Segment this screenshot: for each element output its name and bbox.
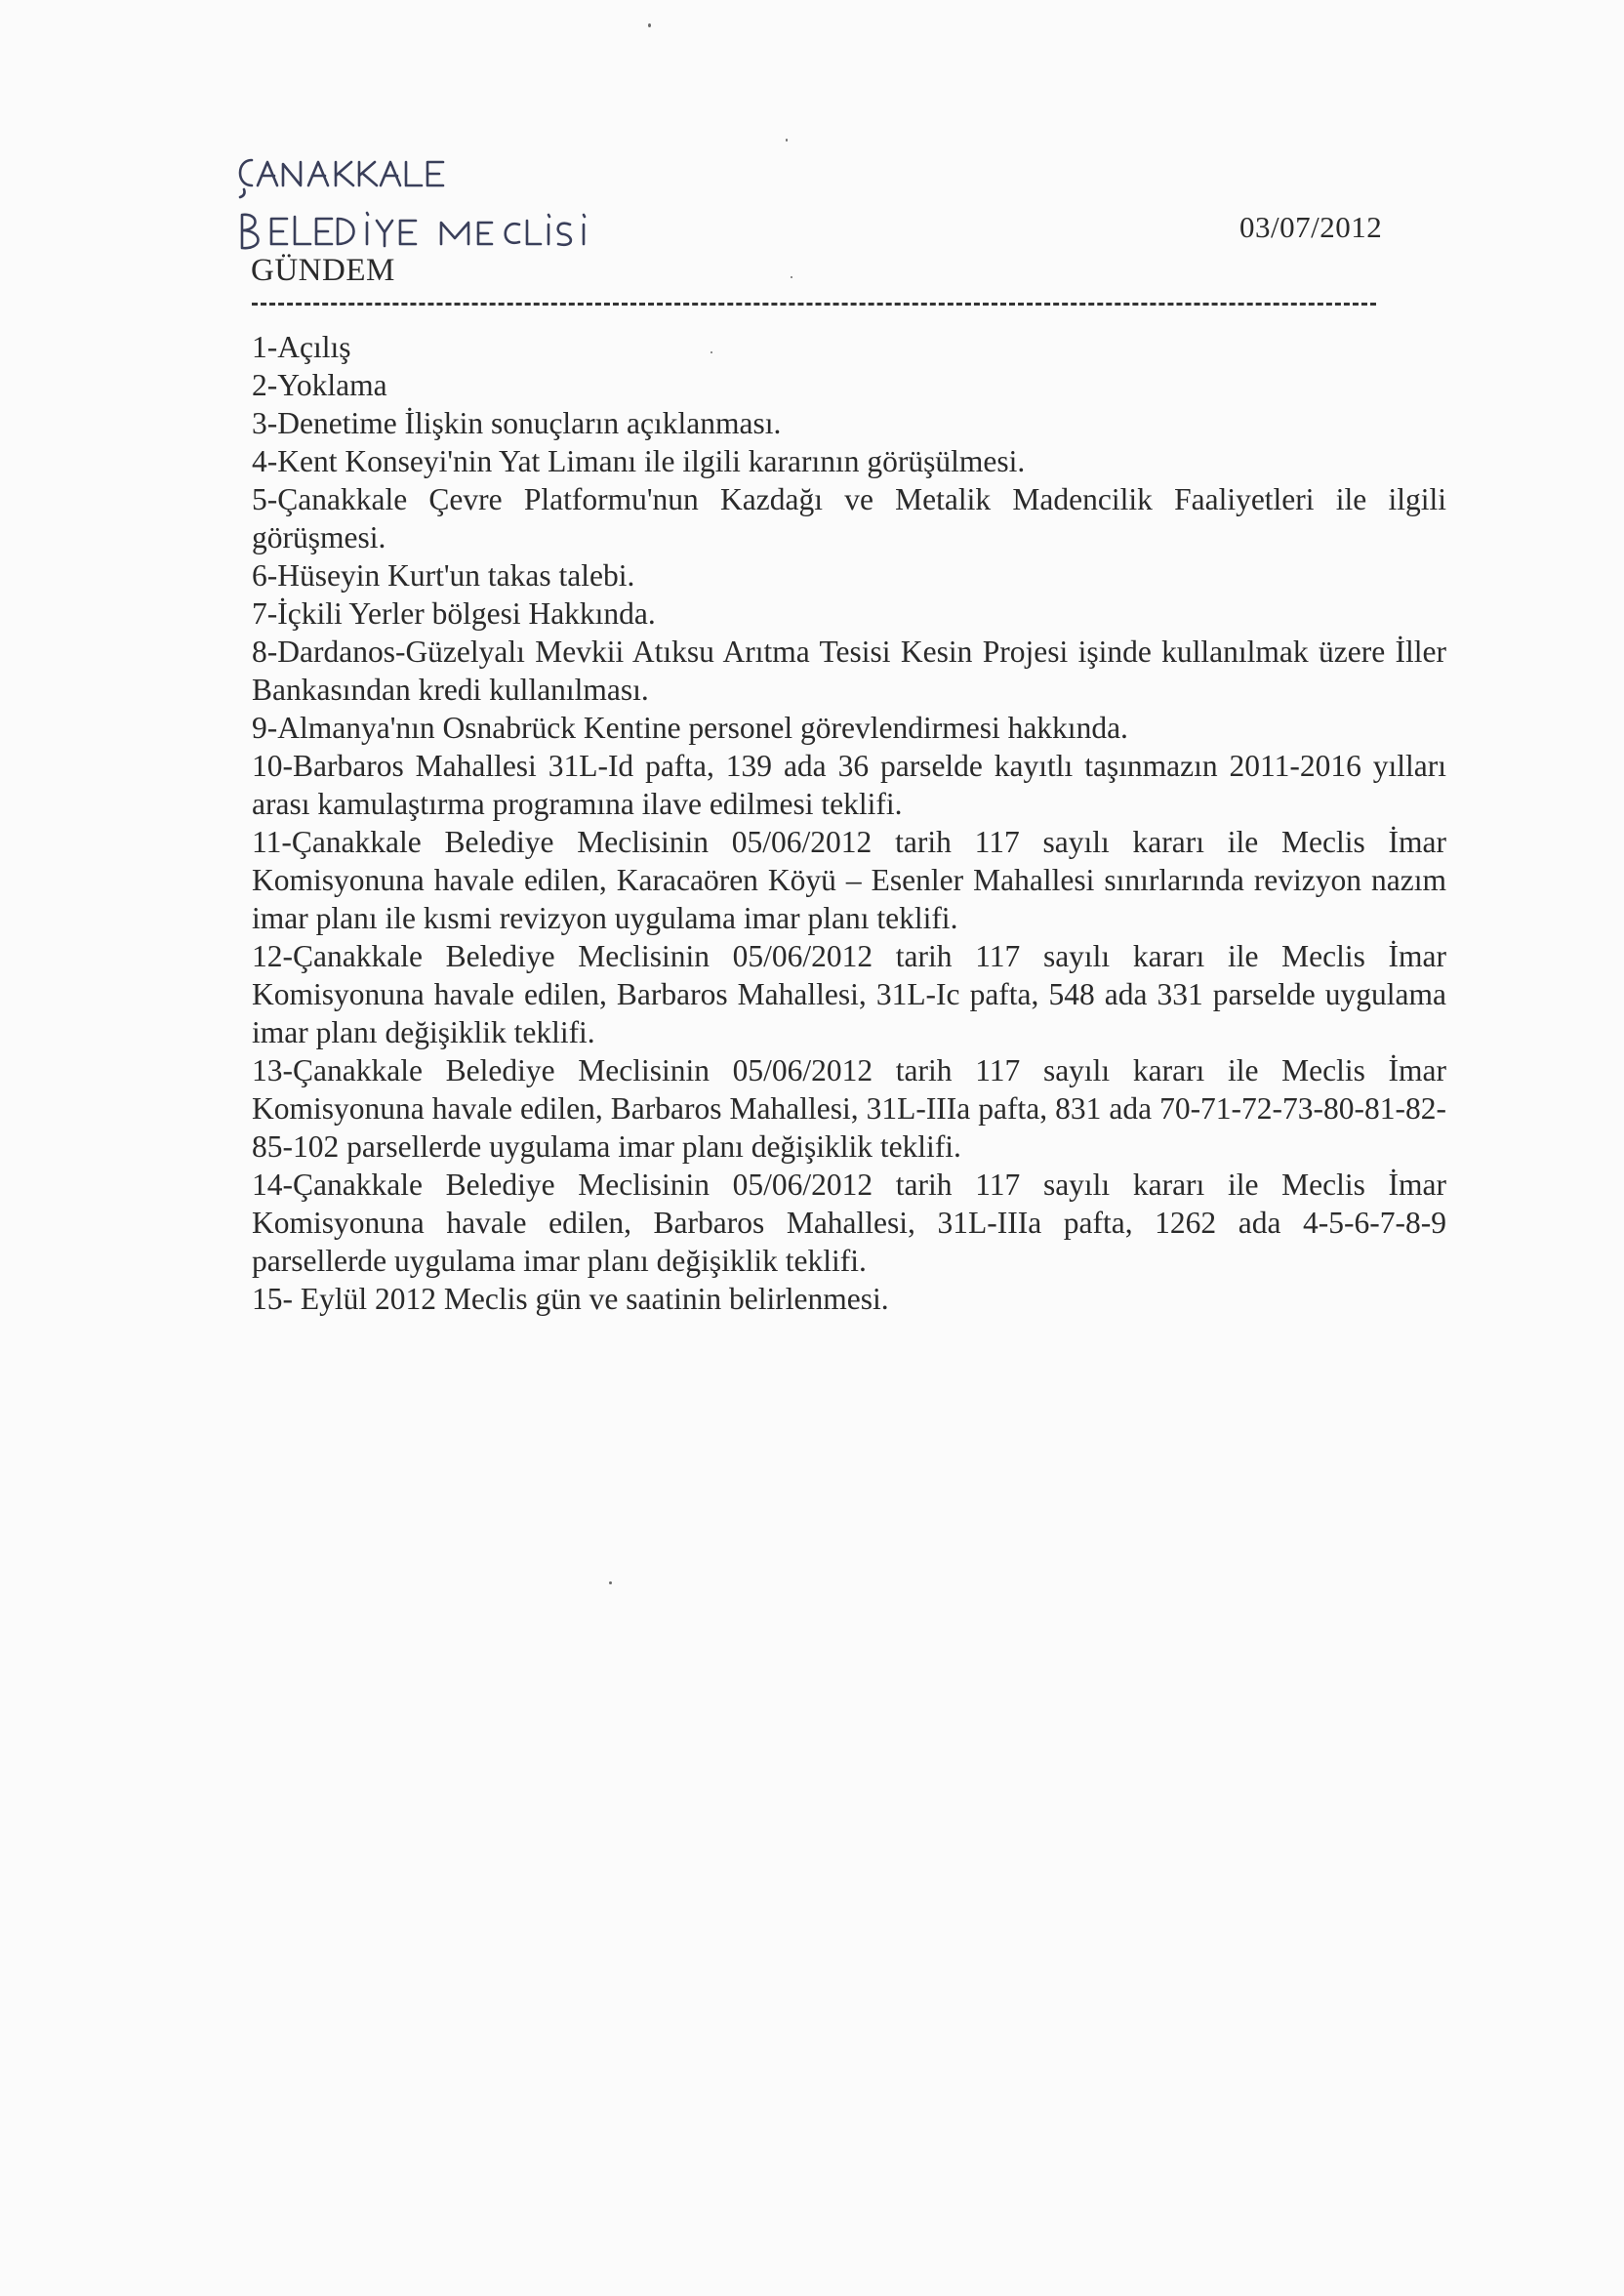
- handwritten-note: [230, 146, 777, 264]
- document-title: GÜNDEM: [251, 253, 395, 288]
- scan-speck: [786, 139, 788, 142]
- agenda-item: 10-Barbaros Mahallesi 31L-Id pafta, 139 ada 36 parselde kayıtlı taşınmazın 2011-2016 yılları arası kamulaştırma programına ilave edilmesi teklifi.: [252, 749, 1446, 821]
- agenda-item: 15- Eylül 2012 Meclis gün ve saatinin belirlenmesi.: [252, 1282, 889, 1316]
- agenda-item: 9-Almanya'nın Osnabrück Kentine personel görevlendirmesi hakkında.: [252, 711, 1128, 745]
- scan-speck: [710, 351, 712, 353]
- dashed-divider: [252, 303, 1376, 306]
- agenda-item: 1-Açılış: [252, 330, 351, 364]
- agenda-item: 11-Çanakkale Belediye Meclisinin 05/06/2012 tarih 117 sayılı kararı ile Meclis İmar Komisyonuna havale edilen, Karacaören Köyü – Esenler Mahallesi sınırlarında revizyon nazım imar planı ile kısmi revizyon uygulama imar planı teklifi.: [252, 825, 1446, 935]
- agenda-item: 2-Yoklama: [252, 368, 387, 402]
- document-date: 03/07/2012: [1239, 210, 1383, 244]
- agenda-item: 13-Çanakkale Belediye Meclisinin 05/06/2012 tarih 117 sayılı kararı ile Meclis İmar Komisyonuna havale edilen, Barbaros Mahallesi, 31L-IIIa pafta, 831 ada 70-71-72-73-80-81-82-85-102 parsellerde uygulama imar planı değişiklik teklifi.: [252, 1053, 1446, 1164]
- scan-speck: [609, 1581, 612, 1584]
- agenda-item: 5-Çanakkale Çevre Platformu'nun Kazdağı ve Metalik Madencilik Faaliyetleri ile ilgili görüşmesi.: [252, 482, 1446, 554]
- agenda-list: [252, 328, 1446, 1318]
- agenda-item: 12-Çanakkale Belediye Meclisinin 05/06/2012 tarih 117 sayılı kararı ile Meclis İmar Komisyonuna havale edilen, Barbaros Mahallesi, 31L-Ic pafta, 548 ada 331 parselde uygulama imar planı değişiklik teklifi.: [252, 939, 1446, 1049]
- agenda-item: 6-Hüseyin Kurt'un takas talebi.: [252, 558, 635, 593]
- scan-speck: [791, 276, 792, 278]
- agenda-item: 8-Dardanos-Güzelyalı Mevkii Atıksu Arıtma Tesisi Kesin Projesi işinde kullanılmak üzere İller Bankasından kredi kullanılması.: [252, 635, 1446, 707]
- agenda-item: 14-Çanakkale Belediye Meclisinin 05/06/2012 tarih 117 sayılı kararı ile Meclis İmar Komisyonuna havale edilen, Barbaros Mahallesi, 31L-IIIa pafta, 1262 ada 4-5-6-7-8-9 parsellerde uygulama imar planı değişiklik teklifi.: [252, 1168, 1446, 1278]
- agenda-item: 7-İçkili Yerler bölgesi Hakkında.: [252, 596, 656, 631]
- agenda-item: 4-Kent Konseyi'nin Yat Limanı ile ilgili kararının görüşülmesi.: [252, 444, 1026, 478]
- scan-speck: [648, 23, 651, 27]
- agenda-item: 3-Denetime İlişkin sonuçların açıklanması.: [252, 406, 782, 440]
